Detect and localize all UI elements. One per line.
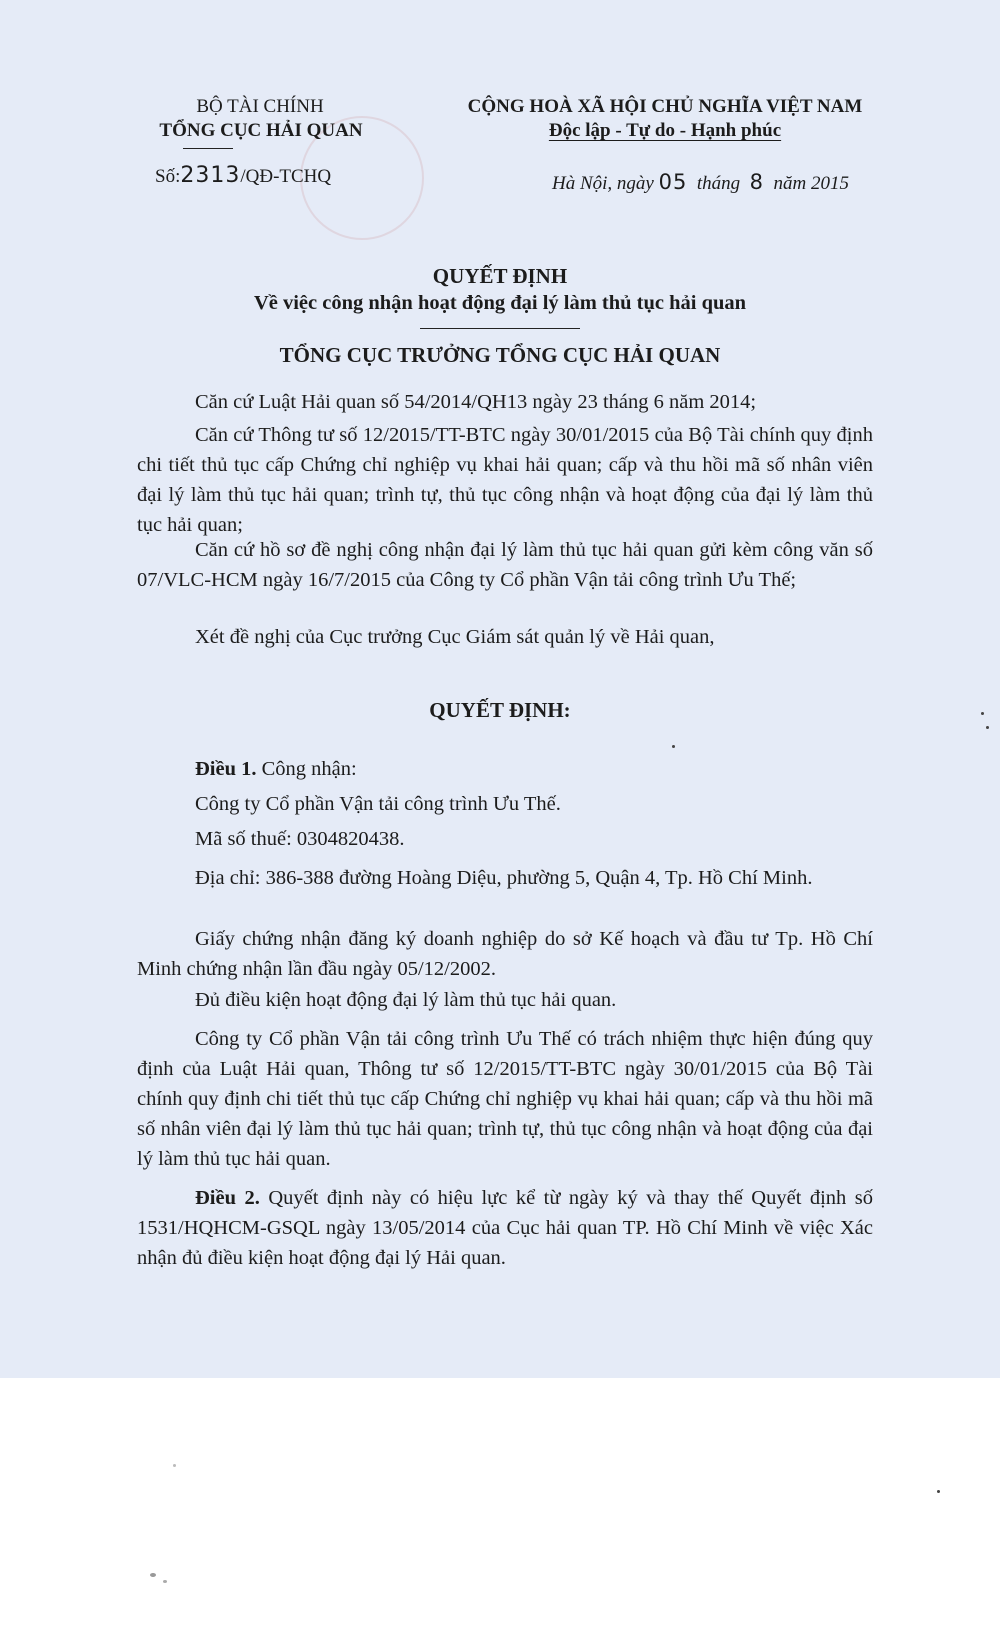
date-day: 05 <box>658 170 688 194</box>
business-registration <box>137 924 873 984</box>
preamble-circular-text: Căn cứ Thông tư số 12/2015/TT-BTC ngày 30/01/2015 của Bộ Tài chính quy định chi tiết thủ tục cấp Chứng chỉ nghiệp vụ khai hải quan; cấp và thu hồi mã số nhân viên đại lý làm thủ tục hải quan; trình tự, thủ tục công nhận và hoạt động của đại lý làm thủ tục hải quan; <box>137 424 873 536</box>
date-month-label: tháng <box>696 173 741 194</box>
responsibility-clause-text: Công ty Cổ phần Vận tải công trình Ưu Thế có trách nhiệm thực hiện đúng quy định của Luật Hải quan, Thông tư số 12/2015/TT-BTC ngày 30/01/2015 của Bộ Tài chính quy định chi tiết thủ tục cấp Chứng chỉ nghiệp vụ khai hải quan; cấp và thu hồi mã số nhân viên đại lý làm thủ tục hải quan; trình tự, thủ tục công nhận và hoạt động của đại lý làm thủ tục hải quan. <box>137 1028 873 1170</box>
eligibility-statement: Đủ điều kiện hoạt động đại lý làm thủ tục hải quan. <box>195 989 617 1011</box>
article-1-intro: Công nhận: <box>261 758 357 780</box>
business-registration-text: Giấy chứng nhận đăng ký doanh nghiệp do sở Kế hoạch và đầu tư Tp. Hồ Chí Minh chứng nhận lần đầu ngày 05/12/2002. <box>137 928 873 980</box>
decision-heading: QUYẾT ĐỊNH: <box>429 698 571 722</box>
responsibility-clause <box>137 1024 873 1174</box>
document-subject: Về việc công nhận hoạt động đại lý làm thủ tục hải quan <box>253 292 747 314</box>
article-1-heading <box>195 758 357 781</box>
title-rule <box>420 328 580 329</box>
header-left-rule <box>183 148 233 149</box>
national-motto <box>455 120 875 142</box>
preamble-proposal <box>137 622 873 652</box>
scan-speck <box>163 1580 167 1583</box>
issue-date <box>552 170 849 195</box>
article-2-text: Quyết định này có hiệu lực kể từ ngày ký và thay thế Quyết định số 1531/HQHCM-GSQL ngày 13/05/2014 của Cục hải quan TP. Hồ Chí Minh về việc Xác nhận đủ điều kiện hoạt động đại lý Hải quan. <box>137 1187 873 1269</box>
doc-number-handwritten: 2313 <box>180 163 241 188</box>
document-number <box>155 163 331 188</box>
preamble-proposal-text: Xét đề nghị của Cục trưởng Cục Giám sát quản lý về Hải quan, <box>195 626 715 648</box>
country-name: CỘNG HOÀ XÃ HỘI CHỦ NGHĨA VIỆT NAM <box>467 96 863 117</box>
date-prefix: Hà Nội, ngày <box>552 173 654 194</box>
company-name: Công ty Cổ phần Vận tải công trình Ưu Thế. <box>195 793 561 815</box>
preamble-law <box>137 387 873 417</box>
date-month: 8 <box>749 170 764 194</box>
scan-speck <box>986 726 989 729</box>
issuing-authority: TỔNG CỤC TRƯỞNG TỔNG CỤC HẢI QUAN <box>279 343 721 367</box>
preamble-law-text: Căn cứ Luật Hải quan số 54/2014/QH13 ngày 23 tháng 6 năm 2014; <box>195 391 757 413</box>
department-name: TỔNG CỤC HẢI QUAN <box>159 120 363 141</box>
company-address <box>137 863 873 893</box>
doc-number-prefix: Số: <box>155 166 181 187</box>
national-motto-text: Độc lập - Tự do - Hạnh phúc <box>548 120 782 141</box>
scan-speck <box>981 712 984 715</box>
company-address-text: Địa chỉ: 386-388 đường Hoàng Diệu, phường 5, Quận 4, Tp. Hồ Chí Minh. <box>195 867 813 889</box>
scan-speck <box>150 1573 156 1577</box>
scan-speck <box>672 745 675 748</box>
article-2-label: Điều 2. <box>195 1187 260 1209</box>
scan-speck <box>173 1464 176 1467</box>
scan-speck <box>937 1490 940 1493</box>
article-2 <box>137 1183 873 1273</box>
doc-number-suffix: /QĐ-TCHQ <box>240 166 332 187</box>
document-title: QUYẾT ĐỊNH <box>432 264 568 288</box>
tax-code: Mã số thuế: 0304820438. <box>195 828 405 850</box>
preamble-dossier <box>137 535 873 595</box>
preamble-circular <box>137 420 873 540</box>
date-year: năm 2015 <box>773 173 849 194</box>
preamble-dossier-text: Căn cứ hồ sơ đề nghị công nhận đại lý làm thủ tục hải quan gửi kèm công văn số 07/VLC-HCM ngày 16/7/2015 của Công ty Cổ phần Vận tải công trình Ưu Thế; <box>137 539 873 591</box>
article-1-label: Điều 1. <box>195 758 257 780</box>
ministry-name: BỘ TÀI CHÍNH <box>196 96 324 117</box>
